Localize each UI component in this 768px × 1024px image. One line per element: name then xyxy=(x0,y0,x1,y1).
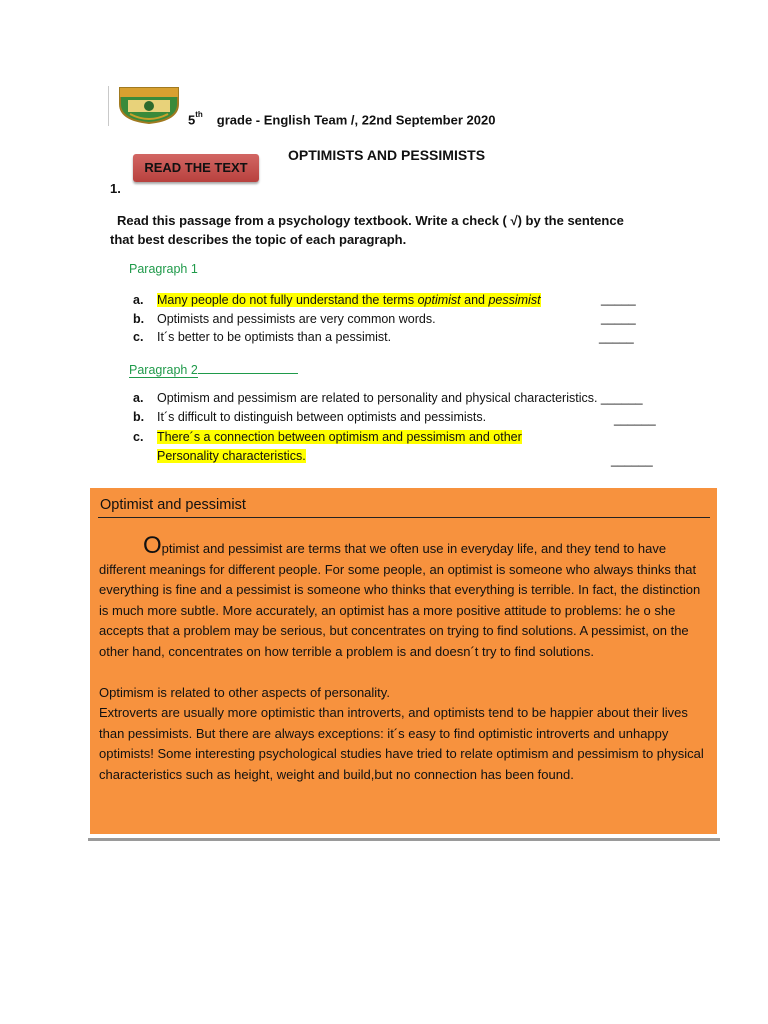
p2-option-c-line1: There´s a connection between optimism and pessimism and other xyxy=(157,430,522,444)
reading-title-initial: O xyxy=(100,497,112,513)
p2-option-c-line2: Personality characteristics. xyxy=(157,449,306,463)
p1-option-c-text: It´s better to be optimists than a pessimist. xyxy=(157,330,392,344)
instructions: Read this passage from a psychology textbook. Write a check ( √) by the sentence that best describes the topic of each paragraph. xyxy=(110,213,624,247)
p1-option-b xyxy=(133,310,436,328)
option-letter: b. xyxy=(133,312,145,326)
p2-option-a xyxy=(133,389,643,407)
p1-option-a-text xyxy=(157,293,541,307)
paragraph-1-heading: Paragraph 1 xyxy=(129,262,198,276)
reading-title-rest: ptimist and pessimist xyxy=(111,497,246,513)
option-letter: b. xyxy=(133,410,145,424)
p2-option-c-blank[interactable]: ______ xyxy=(611,453,653,467)
question-number: 1. xyxy=(110,181,121,196)
grade-number: 5 xyxy=(188,112,196,128)
option-letter: a. xyxy=(133,293,144,307)
p1-option-b-text: Optimists and pessimists are very common words. xyxy=(157,312,436,326)
paragraph-2-heading xyxy=(129,362,298,378)
p1-option-c xyxy=(133,328,391,346)
option-letter: a. xyxy=(133,391,144,405)
reading-body xyxy=(99,532,711,785)
header-text: grade - English Team /, 22nd September 2020 xyxy=(216,112,496,128)
read-the-text-button[interactable]: READ THE TEXT xyxy=(133,154,259,182)
page-title: OPTIMISTS AND PESSIMISTS xyxy=(288,147,486,163)
p1-option-c-blank[interactable]: _____ xyxy=(599,330,634,344)
p1-option-a-mid: and xyxy=(460,293,489,307)
reading-paragraph-2: Optimism is related to other aspects of personality. xyxy=(99,684,390,700)
p1-option-a-italic1: optimist xyxy=(417,293,461,307)
p2-option-a-text: Optimism and pessimism are related to personality and physical characteristics. ______ xyxy=(157,391,643,405)
p2-option-b xyxy=(133,408,486,426)
reading-box-shadow xyxy=(88,838,720,841)
header-line xyxy=(188,112,495,127)
reading-title-underline xyxy=(98,517,710,518)
p1-option-a-pre: Many people do not fully understand the terms xyxy=(157,293,418,307)
option-letter: c. xyxy=(133,330,144,344)
p2-option-c xyxy=(133,428,522,446)
reading-paragraph-1-text: ptimist and pessimist are terms that we often use in everyday life, and they tend to have different meanings for different people. For some people, an optimist is someone who always thinks that everything is fine and a pessimist is someone who thinks that everything is terrible. In fact, the distinction is much more subtle. More accurately, an optimist has a more positive attitude to problems: he o she accepts that a problem may be serious, but concentrates on trying to find solutions. A pessimist, on the other hand, concentrates on how terrible a problem is and doesn´t try to find solutions. xyxy=(99,541,701,659)
p1-option-a-blank[interactable]: _____ xyxy=(601,292,636,306)
school-logo xyxy=(116,84,182,124)
reading-title xyxy=(100,497,246,513)
option-letter: c. xyxy=(133,430,144,444)
grade-suffix: th xyxy=(195,110,203,119)
p2-option-c-line2-wrap xyxy=(157,447,306,465)
p2-option-b-text: It´s difficult to distinguish between optimists and pessimists. xyxy=(157,410,487,424)
p1-option-a xyxy=(133,291,541,309)
paragraph-2-heading-text: Paragraph 2 xyxy=(129,363,198,377)
logo-divider xyxy=(108,86,109,126)
reading-paragraph-3: Extroverts are usually more optimistic than introverts, and optimists tend to be happier about their lives than pessimists. But there are always exceptions: it´s easy to find optimistic introverts and unhappy optimists! Some interesting psychological studies have tried to relate optimism and pessimism to physical characteristics such as height, weight and build,but no connection has been found. xyxy=(99,705,704,782)
p1-option-b-blank[interactable]: _____ xyxy=(601,311,636,325)
drop-cap: O xyxy=(143,532,162,559)
p2-option-b-blank[interactable]: ______ xyxy=(614,412,656,426)
reading-paragraph-1 xyxy=(99,532,711,662)
p1-option-a-italic2: pessimist xyxy=(488,293,541,307)
